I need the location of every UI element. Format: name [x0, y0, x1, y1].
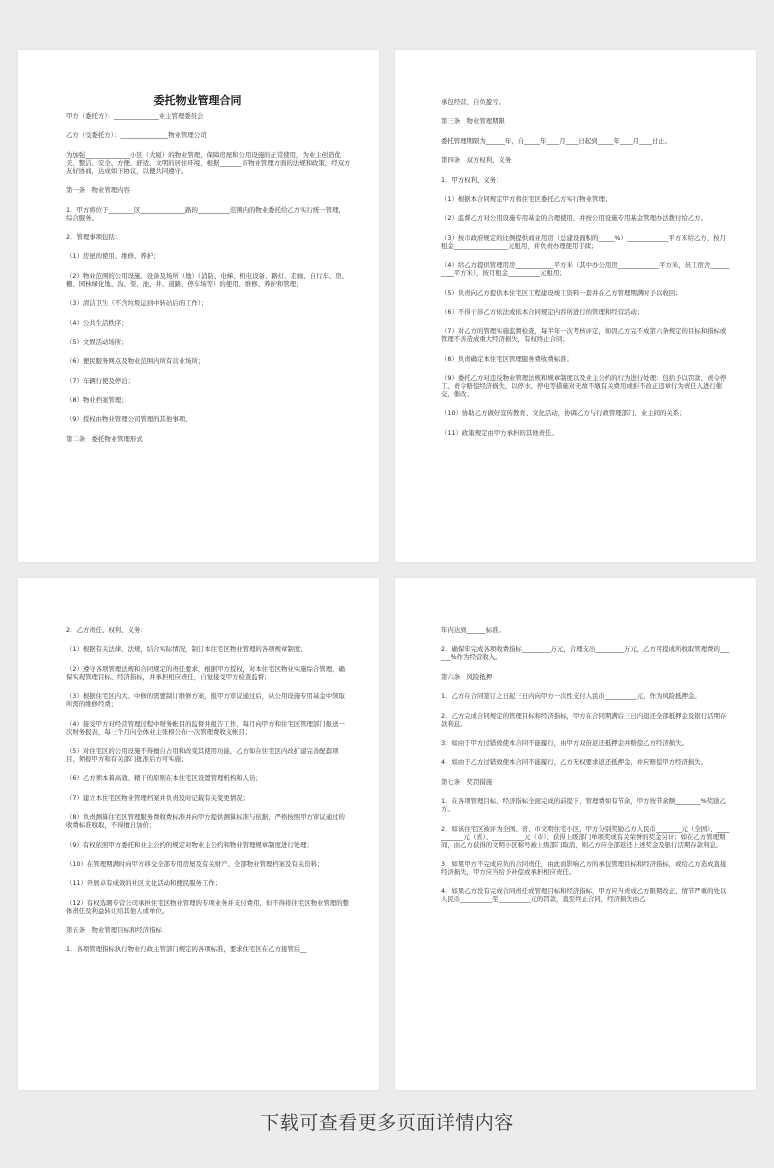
- paragraph: 第四条 双方权利、义务: [441, 156, 512, 165]
- page-1: [18, 50, 379, 562]
- paragraph: （11）开展卓有成效的社区文化活动和便民服务工作；: [66, 879, 222, 888]
- paragraph: （1）根据有关法律、法规，结合实际情况，制订本住宅区物业管理的各项规章制度；: [66, 645, 307, 654]
- paragraph: （8）负责确定本住宅区管理服务费收费标准；: [441, 354, 573, 363]
- paragraph: 承包经营、自负盈亏。: [441, 98, 505, 106]
- paragraph: （9）授权由物业管理公司管理的其他事项。: [66, 415, 192, 424]
- paragraph: （2）遵守各项管理法规和合同规定的责任要求，根据甲方授权，对本住宅区物业实施综合管理，确保实现管理目标、经济指标，并承担相应责任，自觉接受甲方检查监督；: [66, 664, 345, 681]
- paragraph: 2．如该住宅区被评为全国、省、市文明住宅小区，甲方分别奖励乙方人民币________元（全国）、___________元（省）、__________元（市）；获得上级部门单项奖或有关荣誉的奖金另计；如在乙方管理期间，由乙方获得的文明小区称号被上级部门取消，则乙方应全部返还上述奖金及银行活期存款利息。: [441, 824, 730, 849]
- paragraph: （8）负责测算住宅区管理服务费收费标准并向甲方提供测算标准与依据，严格按照甲方审议通过的收费标准收取，不得擅自加价；: [66, 813, 345, 830]
- paragraph: 第五条 物业管理目标和经济指标: [66, 926, 162, 935]
- paragraph: （4）公共生活秩序；: [66, 318, 128, 327]
- paragraph: （4）给乙方提供管理用房____________平方米（其中办公用房_____________平方米，员工宿舍__________平方米），按月租金__________元租用；: [441, 261, 730, 278]
- document-title: 委托物业管理合同: [153, 94, 242, 107]
- page-3: [18, 578, 379, 1090]
- paragraph: 1．乙方在合同签订之日起三日内向甲方一次性支付人民币__________元，作为风险抵押金。: [441, 692, 701, 701]
- paragraph: （3）按市政府规定的比例提供商业用房（总建设面积的_____%）_____________平方米给乙方，按月租金_________________元租用，并负责办理使用手续；: [441, 233, 726, 250]
- paragraph: （6）便民服务网点及物业范围内所有营业场所；: [66, 357, 205, 366]
- paragraph: （1）房屋的使用、维修、养护；: [66, 252, 160, 261]
- paragraph: 1．甲方将位于________区______________路的__________范围内的物业委托给乙方实行统一管理，综合服务。: [66, 205, 345, 222]
- page-2: [395, 50, 756, 562]
- page-1-body: [44, 112, 351, 443]
- paragraph: 1．各项管理指标执行物业行政主管部门规定的各项标准，要求住宅区在乙方接管后__: [66, 945, 307, 954]
- paragraph: 2．管理事项包括：: [66, 232, 122, 241]
- paragraph: （9）有权依照甲方委托和业主公约的规定对物业主公约和物业管理规章制度进行处理；: [66, 840, 313, 849]
- paragraph: 3．如果甲方不完成应负的合同责任，由此而影响乙方的承包管理目标和经济指标，或给乙方造成直接经济损失，甲方应当给予补偿或承担相应责任。: [441, 859, 727, 876]
- paragraph: （5）文娱活动场所；: [66, 337, 128, 346]
- paragraph: （3）根据住宅区内大、中修的需要制订维修方案，报甲方审议通过后，从公用设施专用基金中领取所需的维修经费；: [66, 692, 345, 709]
- paragraph: （4）接受甲方对经营管理过程中财务帐目的监督并报告工作，每月向甲方和住宅区管理部门报送一次财务报表，每三个月向全体业主张榜公布一次管理费收支帐目；: [66, 719, 345, 736]
- paragraph: （7）车辆行使及停泊；: [66, 376, 134, 385]
- paragraph: （10）在管理期满时向甲方移交全部专用房屋及有关财产、全部物业管理档案及有关资料；: [66, 859, 324, 868]
- paragraph: 第二条 委托物业管理形式: [66, 434, 143, 443]
- page-4: [395, 578, 756, 1090]
- paragraph: （10）协助乙方做好宣传教育、文化活动，协调乙方与行政管理部门、业主间的关系；: [441, 409, 686, 418]
- paragraph: （7）建立本住宅区物业管理档案并负责及时记载有关变更情况；: [66, 793, 250, 802]
- paragraph: 年内达到______标准。: [441, 626, 505, 634]
- paragraph: 1．甲方权利、义务：: [441, 175, 503, 184]
- paragraph: 4．如由于乙方过错致使本合同不能履行，乙方无权要求返还抵押金，并应赔偿甲方经济损失。: [441, 758, 708, 767]
- paragraph: （6）不得干涉乙方依法或依本合同规定内容所进行的管理和经营活动；: [441, 307, 644, 316]
- paragraph: （11）政策规定由甲方承担的其他责任。: [441, 428, 558, 437]
- paragraph: （7）对乙方的管理实施监督检查，每半年一次考核评定，如因乙方完不成第六条规定的目标和指标或管理不善造成重大经济损失，有权终止合同；: [441, 327, 727, 344]
- paragraph: 乙方（受委托方）：_______________物业管理公司: [66, 131, 207, 140]
- paragraph: （9）委托乙方对违反物业管理法规和规章制度以及业主公约的行为进行处理：包括予以罚款、责令停工、责令赔偿经济损失，以停水、停电等措施对无故不缴有关费用或拒不改正违章行为责任人进行催交、催改；: [441, 374, 727, 399]
- paragraph: 3．如由于甲方过错致使本合同不能履行，由甲方双倍返还抵押金并赔偿乙方经济损失。: [441, 738, 688, 747]
- paragraph: 4．如果乙方没有完成合同责任或管理目标和经济指标，甲方应当责成乙方限期改正，情节严重的处以人民币__________至__________元的罚款，直至终止合同，经济损失由乙: [441, 887, 727, 904]
- page-3-body: [44, 626, 351, 953]
- paragraph: 第一条 物业管理内容: [66, 186, 130, 195]
- paragraph: 第七条 奖罚措施: [441, 777, 493, 786]
- paragraph: 委托管理期限为______年，自_____年____月____日起到_____年____月____日止。: [441, 136, 672, 145]
- paragraph: （5）对住宅区的公用设施不得擅自占用和改变其使用功能，乙方如在住宅区内改扩建完善配套项目，须报甲方和有关部门批准后方可实施；: [66, 746, 339, 763]
- paragraph: 甲方（委托方）：______________业主管理委员会: [66, 112, 204, 120]
- paragraph: 2．乙方完成合同规定的管理目标和经济指标，甲方在合同期满后三日内退还全部抵押金及银行活期存款利息。: [441, 711, 727, 728]
- paragraph: 为加强______________小区（大厦）的物业管理，保障房屋和公用设施的正常使用，为业主创造优美、整洁、安全、方便、舒适、文明的居住环境，根据_______市物业管理方面的法规和政策，经双方友好协商，达成如下协议，以便共同遵守。: [66, 150, 351, 175]
- paragraph: （1）根据本合同规定甲方将住宅区委托乙方实行物业管理；: [441, 194, 612, 203]
- paragraph: （8）物业档案管理；: [66, 396, 128, 405]
- page-4-body: [419, 626, 730, 903]
- paragraph: 2．乙方责任、权利、义务：: [66, 626, 147, 634]
- paragraph: （3）清洁卫生（不含垃圾运到中转站后的工作）；: [66, 299, 208, 308]
- paragraph: （2）监督乙方对公用设施专用基金的合理使用，并按公用设施专用基金管理办法拨付给乙方。: [441, 214, 708, 223]
- paragraph: 第六条 风险抵押: [441, 672, 493, 681]
- paragraph: 2．确保年完成各项收费指标_________万元，合理支出_________万元，乙方可提成所收取管理费的______%作为经营收入。: [441, 645, 730, 662]
- download-more-footer[interactable]: 下载可查看更多页面详情内容: [260, 1112, 514, 1134]
- paragraph: （5）负责向乙方提供本住宅区工程建设竣工资料一套并在乙方管理期满时予以收回；: [441, 288, 682, 297]
- paragraph: 1．在各项管理目标、经济指标全面完成的前提下，管理费如有节余，甲方按节余额________%奖励乙方。: [441, 797, 726, 814]
- paragraph: 第三条 物业管理期限: [441, 117, 505, 126]
- paragraph: （6）乙方须本着高效、精干的原则在本住宅区设置管理机构和人员；: [66, 774, 262, 783]
- paragraph: （2）物业范围的公用设施、设备及场所（地）（消防、电梯、机电设备、路灯、走廊、自行车、房、棚、园林绿化地、沟、渠、池、井、道路、停车场等）的使用、维修、养护和管理；: [66, 271, 349, 288]
- paragraph: （12）有权选聘专营公司承担住宅区物业管理的专项业务并支付费用，但不得将住宅区物业管理的整体责任及利益转让给其他人或单位。: [66, 898, 349, 915]
- page-2-body: [419, 98, 730, 437]
